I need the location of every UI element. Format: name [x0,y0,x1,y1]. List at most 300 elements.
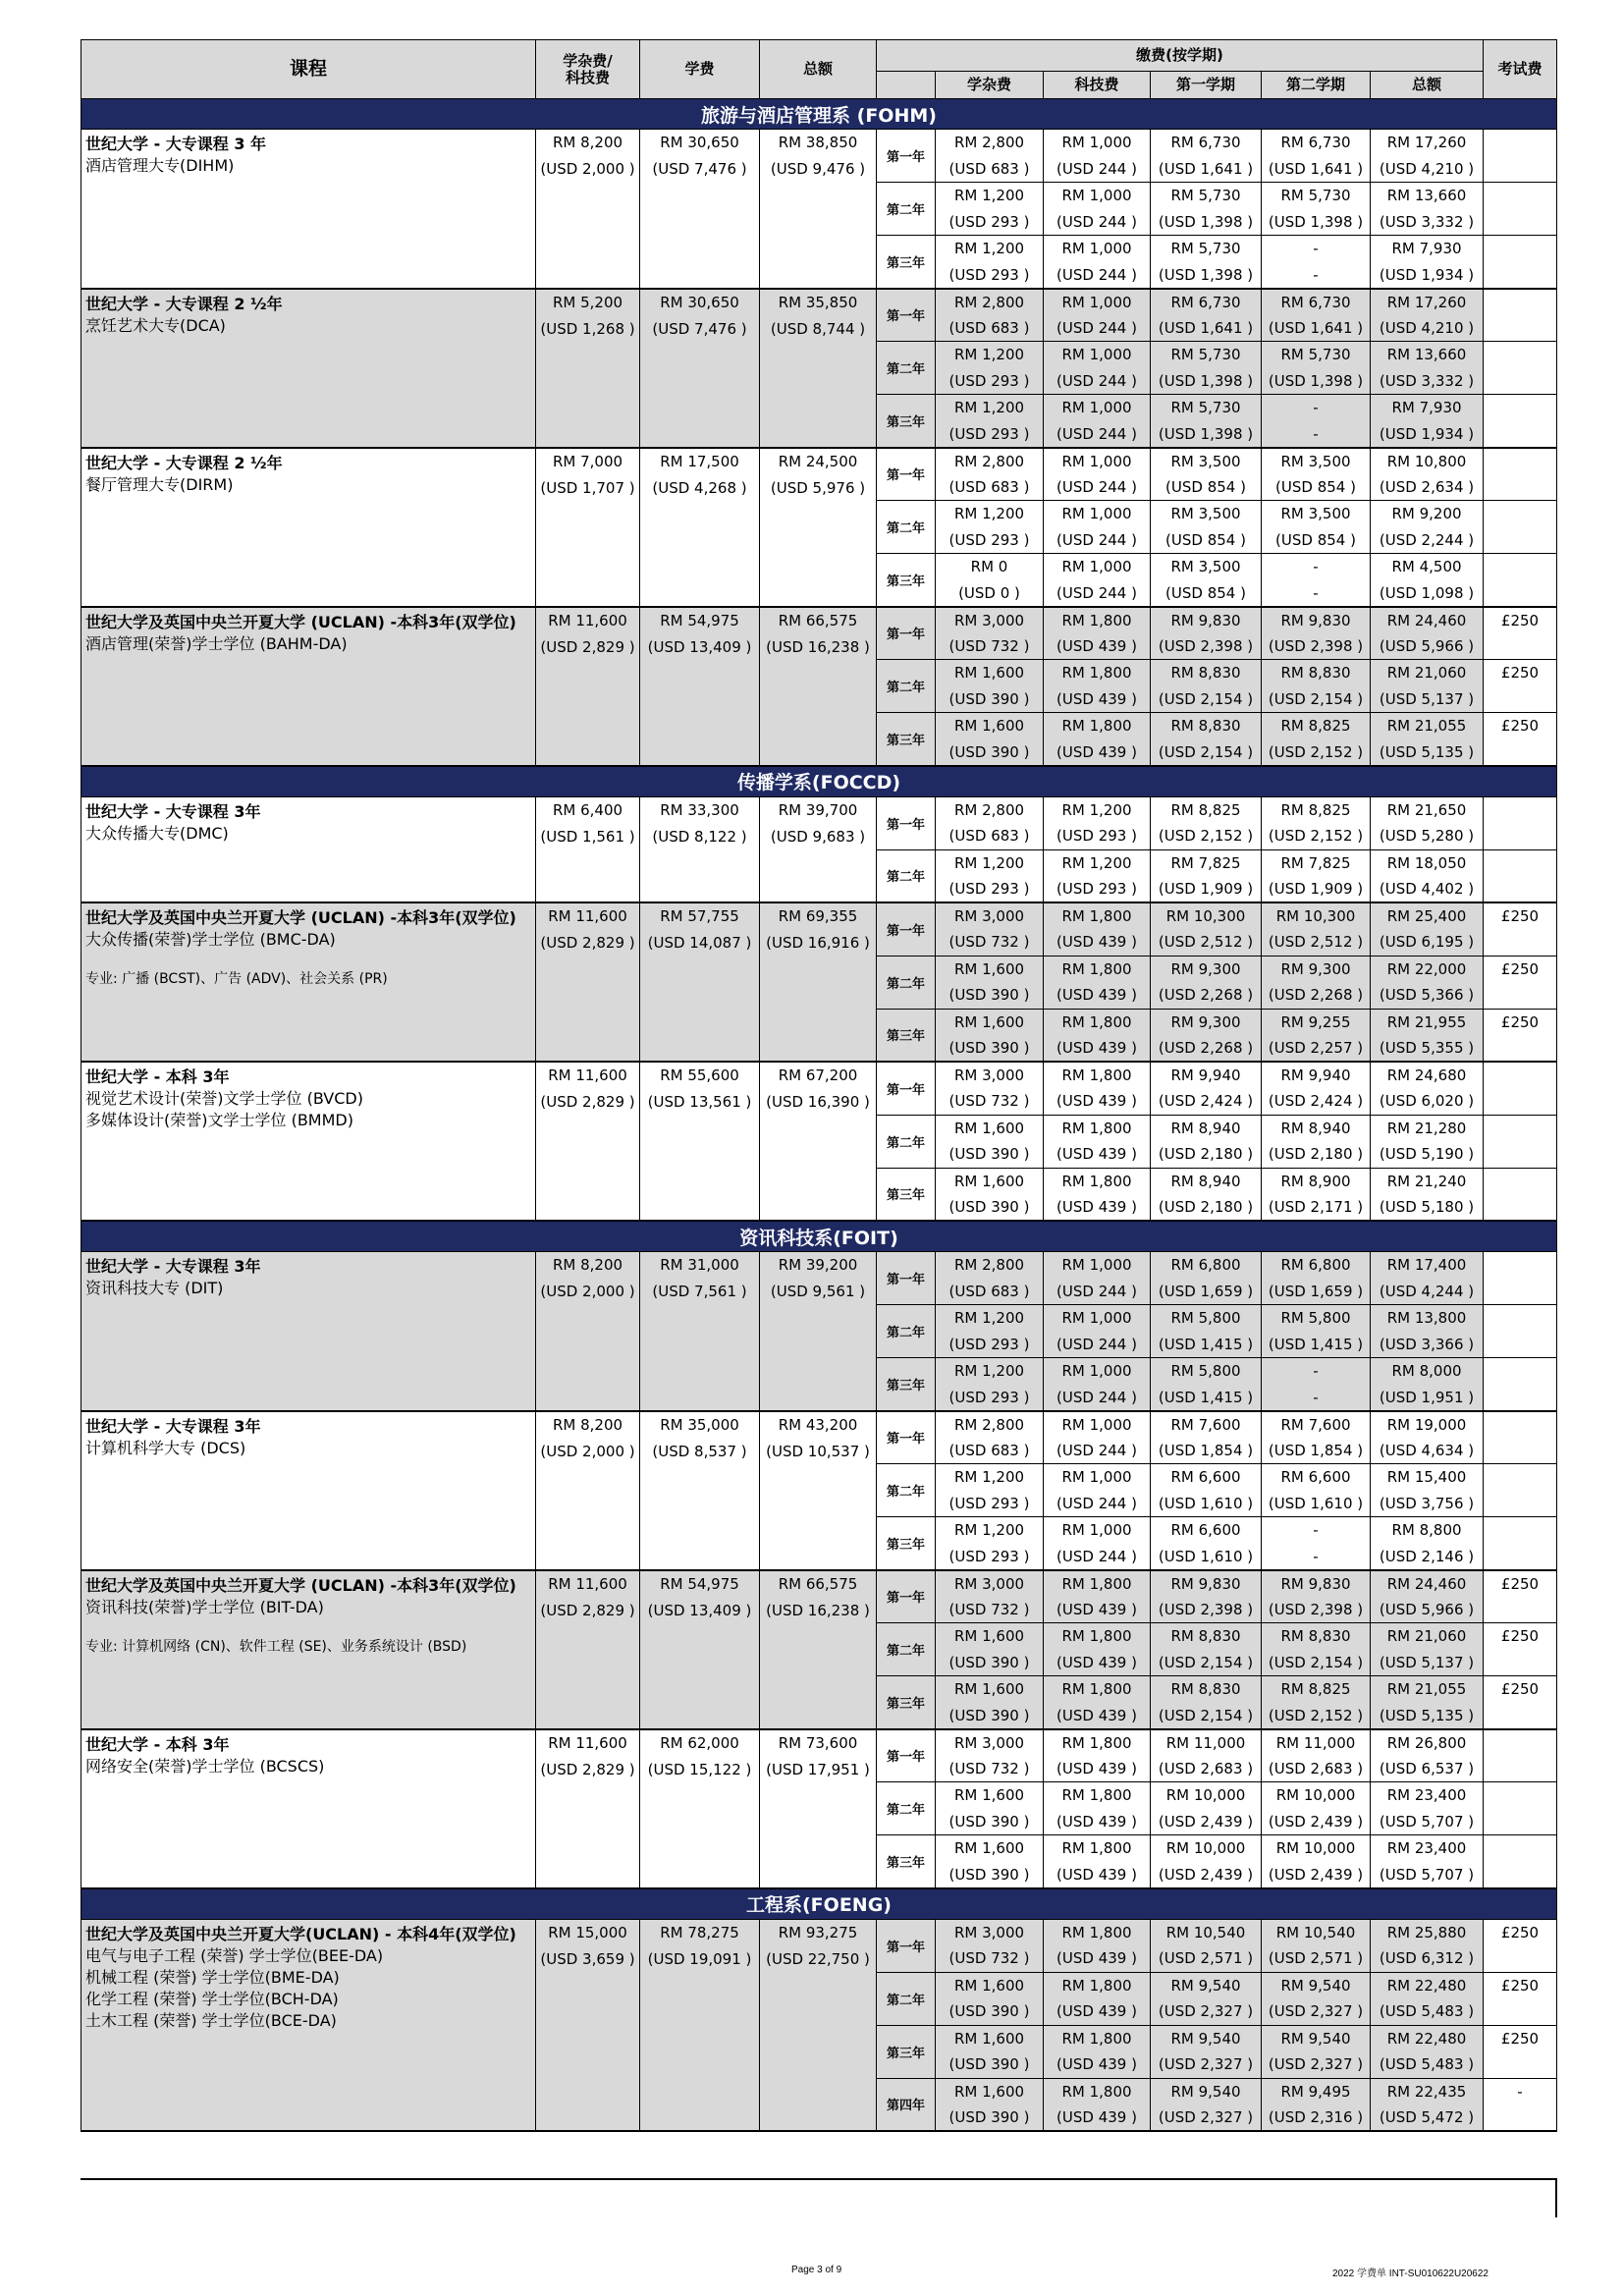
program-misc-fee [536,607,640,766]
program-total [760,289,877,448]
program-specialization: 专业: 计算机网络 (CN)、软件工程 (SE)、业务系统设计 (BSD) [85,1638,467,1655]
fee-usd-value: (USD 2,154 ) [1262,686,1371,713]
program-misc-fee-usd: (USD 2,829 ) [540,1601,635,1619]
fee-rm-value: RM 6,600 [1262,1464,1371,1491]
program-misc-fee-rm: RM 8,200 [552,1415,623,1434]
fee-usd-value: (USD 1,934 ) [1371,262,1484,289]
program-misc-fee-usd: (USD 2,000 ) [540,1442,635,1460]
year-label: 第三年 [877,1009,936,1062]
fee-usd-value: (USD 2,244 ) [1371,527,1484,554]
fee-usd-value: (USD 439 ) [1044,1703,1151,1729]
program-tuition [640,1919,760,2131]
program-misc-fee-usd: (USD 2,829 ) [540,1760,635,1778]
exam-fee: £250 [1484,956,1557,1009]
program-misc-fee [536,1252,640,1411]
fee-rm-value: RM 1,800 [1044,2025,1151,2051]
exam-fee: £250 [1484,1623,1557,1676]
fee-rm-value: RM 26,800 [1371,1729,1484,1756]
fee-usd-value: (USD 4,210 ) [1371,156,1484,183]
fee-rm-value: RM 3,000 [936,1919,1044,1945]
fee-usd-value: (USD 683 ) [936,474,1044,501]
fee-rm-value: RM 6,600 [1151,1464,1262,1491]
fee-rm-value: RM 7,930 [1371,395,1484,421]
program-misc-fee-rm: RM 8,200 [552,134,623,151]
fee-rm-value: RM 1,200 [1044,849,1151,876]
fee-rm-value: RM 9,540 [1151,2025,1262,2051]
fee-rm-value: RM 9,540 [1262,2025,1371,2051]
header-year-blank [877,72,936,99]
fee-rm-value: RM 6,730 [1151,289,1262,315]
program-misc-fee [536,1570,640,1729]
section-row [81,1221,1557,1252]
program-tuition-usd: (USD 13,409 ) [647,637,752,656]
fee-usd-value: (USD 2,512 ) [1262,929,1371,956]
fee-usd-value: (USD 5,472 ) [1371,2105,1484,2131]
fee-rm-value: RM 10,300 [1151,902,1262,929]
header-sub-sem2: 第二学期 [1262,72,1371,99]
fee-rm-value: RM 8,830 [1151,660,1262,686]
program-misc-fee [536,289,640,448]
year-label: 第一年 [877,1729,936,1782]
fee-rm-value: RM 5,730 [1151,395,1262,421]
fee-rm-value: RM 1,600 [936,956,1044,982]
fee-usd-value: (USD 244 ) [1044,421,1151,448]
fee-rm-value: RM 3,000 [936,902,1044,929]
fee-rm-value: RM 8,830 [1151,1676,1262,1703]
program-cell [81,902,536,1062]
fee-rm-value: RM 9,830 [1151,1570,1262,1597]
year-label: 第三年 [877,554,936,607]
fee-usd-value: (USD 5,190 ) [1371,1141,1484,1168]
fee-rm-value: RM 1,800 [1044,1623,1151,1650]
program-cell [81,1919,536,2131]
program-total-usd: (USD 5,976 ) [770,478,866,497]
fee-rm-value: - [1262,236,1371,262]
section-title: 工程系(FOENG) [81,1888,1557,1920]
fee-rm-value: RM 21,060 [1371,660,1484,686]
exam-fee: £250 [1484,1570,1557,1623]
fee-rm-value: RM 7,825 [1151,849,1262,876]
fee-usd-value: (USD 0 ) [936,580,1044,607]
fee-rm-value: RM 1,800 [1044,1062,1151,1088]
fee-rm-value: RM 2,800 [936,289,1044,315]
fee-usd-value: (USD 244 ) [1044,209,1151,236]
fee-usd-value: (USD 2,268 ) [1151,1035,1262,1062]
program-tuition [640,902,760,1062]
fee-rm-value: RM 3,000 [936,1570,1044,1597]
fee-rm-value: RM 1,200 [936,1305,1044,1332]
fee-rm-value: RM 1,200 [936,395,1044,421]
fee-rm-value: RM 1,600 [936,1168,1044,1194]
program-misc-fee [536,1919,640,2131]
fee-usd-value: (USD 390 ) [936,2051,1044,2078]
fee-rm-value: RM 1,000 [1044,1411,1151,1438]
year-label: 第三年 [877,395,936,448]
header-tuition: 学费 [640,40,760,99]
program-title: 世纪大学 - 大专课程 3 年 [85,135,267,153]
fee-rm-value: RM 7,930 [1371,236,1484,262]
fee-rm-value: RM 9,495 [1262,2078,1371,2105]
fee-usd-value: (USD 244 ) [1044,580,1151,607]
fee-usd-value: (USD 732 ) [936,1756,1044,1782]
fee-usd-value: (USD 2,327 ) [1151,1998,1262,2025]
fee-usd-value: (USD 5,355 ) [1371,1035,1484,1062]
fee-rm-value: RM 9,300 [1151,956,1262,982]
fee-rm-value: RM 22,480 [1371,2025,1484,2051]
fee-rm-value: RM 25,880 [1371,1919,1484,1945]
fee-usd-value: (USD 244 ) [1044,156,1151,183]
fee-rm-value: RM 8,825 [1151,796,1262,823]
fee-rm-value: RM 1,800 [1044,660,1151,686]
fee-rm-value: RM 1,600 [936,1009,1044,1035]
fee-usd-value: (USD 244 ) [1044,315,1151,342]
program-tuition-rm: RM 54,975 [660,1574,739,1593]
program-misc-fee-usd: (USD 2,000 ) [540,160,635,178]
fee-rm-value: RM 1,600 [936,1676,1044,1703]
program-misc-fee-usd: (USD 1,561 ) [540,827,635,846]
fee-rm-value: - [1262,554,1371,580]
program-tuition-rm: RM 35,000 [660,1415,739,1434]
fee-rm-value: RM 23,400 [1371,1835,1484,1862]
fee-usd-value: (USD 2,268 ) [1151,982,1262,1009]
program-tuition-usd: (USD 19,091 ) [647,1949,752,1968]
fee-rm-value: RM 1,800 [1044,902,1151,929]
exam-fee [1484,1729,1557,1782]
fee-rm-value: RM 2,800 [936,1411,1044,1438]
fee-rm-value: RM 9,540 [1262,1972,1371,1998]
program-cell [81,1570,536,1729]
fee-usd-value: - [1262,1544,1371,1570]
fee-usd-value: (USD 244 ) [1044,1491,1151,1517]
fee-rm-value: RM 6,730 [1262,130,1371,156]
fee-usd-value: (USD 2,154 ) [1262,1650,1371,1676]
program-total [760,1062,877,1221]
year-label: 第一年 [877,448,936,501]
fee-usd-value: (USD 2,171 ) [1262,1194,1371,1221]
fee-rm-value: RM 3,000 [936,1729,1044,1756]
fee-usd-value: (USD 293 ) [1044,876,1151,902]
exam-fee: £250 [1484,1009,1557,1062]
year-label: 第二年 [877,1623,936,1676]
fee-rm-value: RM 25,400 [1371,902,1484,929]
fee-rm-value: RM 1,600 [936,2025,1044,2051]
fee-rm-value: RM 5,730 [1262,342,1371,368]
fee-rm-value: RM 9,540 [1151,1972,1262,1998]
program-tuition-usd: (USD 4,268 ) [652,478,747,497]
fee-usd-value: (USD 732 ) [936,1088,1044,1115]
fee-rm-value: RM 3,500 [1151,448,1262,474]
exam-fee: - [1484,2078,1557,2131]
program-total [760,1570,877,1729]
program-cell [81,1062,536,1221]
fee-usd-value: (USD 5,366 ) [1371,982,1484,1009]
program-misc-fee-rm: RM 6,400 [552,800,623,819]
fee-usd-value: (USD 2,327 ) [1151,2051,1262,2078]
fee-usd-value: (USD 6,020 ) [1371,1088,1484,1115]
section-row [81,99,1557,130]
fee-usd-value: (USD 244 ) [1044,527,1151,554]
program-total-rm: RM 67,200 [778,1066,858,1084]
fee-rm-value: RM 10,000 [1262,1835,1371,1862]
fee-rm-value: RM 1,200 [936,342,1044,368]
fee-usd-value: (USD 4,634 ) [1371,1438,1484,1464]
fee-usd-value: (USD 2,439 ) [1262,1809,1371,1835]
exam-fee [1484,849,1557,902]
program-cell [81,1411,536,1570]
table-row [81,448,1557,474]
fee-usd-value: (USD 3,332 ) [1371,209,1484,236]
table-row [81,1570,1557,1597]
fee-rm-value: RM 13,660 [1371,342,1484,368]
table-row [81,1919,1557,1945]
fee-rm-value: RM 19,000 [1371,1411,1484,1438]
fee-usd-value: (USD 732 ) [936,929,1044,956]
fee-rm-value: RM 8,825 [1262,713,1371,739]
program-misc-fee [536,1729,640,1888]
year-label: 第三年 [877,2025,936,2078]
program-tuition [640,448,760,607]
fee-rm-value: RM 15,400 [1371,1464,1484,1491]
program-title: 世纪大学及英国中央兰开夏大学 (UCLAN) -本科3年(双学位) [85,908,516,927]
fee-usd-value: (USD 4,210 ) [1371,315,1484,342]
fee-usd-value: (USD 2,439 ) [1151,1809,1262,1835]
program-title: 世纪大学及英国中央兰开夏大学(UCLAN) - 本科4年(双学位) [85,1924,516,1943]
program-total-usd: (USD 9,476 ) [770,160,866,178]
program-tuition-usd: (USD 7,476 ) [652,319,747,338]
year-label: 第三年 [877,1358,936,1411]
exam-fee [1484,130,1557,183]
fee-usd-value: (USD 2,154 ) [1151,1703,1262,1729]
program-total-rm: RM 39,700 [778,800,858,819]
fee-usd-value: (USD 2,571 ) [1262,1945,1371,1972]
program-total-rm: RM 38,850 [778,134,858,151]
fee-rm-value: RM 8,830 [1262,1623,1371,1650]
program-cell [81,130,536,289]
program-tuition [640,607,760,766]
program-misc-fee-rm: RM 8,200 [552,1256,623,1274]
right-rule [1555,2178,1557,2217]
program-title: 世纪大学 - 大专课程 3年 [85,1416,261,1436]
exam-fee [1484,1411,1557,1464]
fee-usd-value: (USD 5,483 ) [1371,1998,1484,2025]
fee-usd-value: (USD 2,398 ) [1262,1597,1371,1623]
fee-usd-value: (USD 293 ) [936,262,1044,289]
program-specialization: 专业: 广播 (BCST)、广告 (ADV)、社会关系 (PR) [85,971,388,987]
fee-usd-value: (USD 5,966 ) [1371,633,1484,660]
fee-usd-value: (USD 1,610 ) [1151,1544,1262,1570]
program-misc-fee-rm: RM 15,000 [548,1923,627,1941]
fee-usd-value: (USD 5,707 ) [1371,1809,1484,1835]
fee-usd-value: (USD 4,244 ) [1371,1279,1484,1305]
fee-rm-value: RM 1,200 [936,1464,1044,1491]
fee-rm-value: RM 2,800 [936,1252,1044,1279]
header-sub-misc: 学杂费 [936,72,1044,99]
program-tuition-usd: (USD 15,122 ) [647,1760,752,1778]
fee-usd-value: (USD 683 ) [936,823,1044,849]
header-course: 课程 [81,40,536,99]
fee-usd-value: (USD 2,327 ) [1151,2105,1262,2131]
program-title: 世纪大学及英国中央兰开夏大学 (UCLAN) -本科3年(双学位) [85,612,516,631]
program-total-rm: RM 73,600 [778,1733,858,1752]
fee-rm-value: RM 11,000 [1151,1729,1262,1756]
program-title: 世纪大学及英国中央兰开夏大学 (UCLAN) -本科3年(双学位) [85,1575,516,1595]
fee-usd-value: (USD 6,312 ) [1371,1945,1484,1972]
fee-rm-value: RM 3,000 [936,607,1044,633]
fee-usd-value: (USD 683 ) [936,1438,1044,1464]
program-tuition-usd: (USD 8,537 ) [652,1442,747,1460]
year-label: 第四年 [877,2078,936,2131]
fee-usd-value: (USD 2,439 ) [1151,1862,1262,1888]
fee-rm-value: RM 1,200 [936,183,1044,209]
fee-usd-value: (USD 390 ) [936,1862,1044,1888]
fee-rm-value: RM 10,800 [1371,448,1484,474]
program-name: 酒店管理大专(DIHM) [85,156,235,175]
fee-rm-value: RM 3,500 [1151,554,1262,580]
fee-rm-value: RM 22,000 [1371,956,1484,982]
fee-usd-value: (USD 2,154 ) [1151,1650,1262,1676]
fee-rm-value: RM 10,000 [1151,1835,1262,1862]
program-total-rm: RM 43,200 [778,1415,858,1434]
fee-usd-value: (USD 2,152 ) [1151,823,1262,849]
exam-fee [1484,1252,1557,1305]
fee-rm-value: RM 21,650 [1371,796,1484,823]
fee-rm-value: RM 1,000 [1044,183,1151,209]
program-tuition-usd: (USD 13,561 ) [647,1093,752,1111]
exam-fee: £250 [1484,713,1557,766]
program-total-rm: RM 66,575 [778,611,858,629]
program-title: 世纪大学 - 大专课程 3年 [85,1257,261,1276]
fee-rm-value: RM 1,800 [1044,1115,1151,1141]
fee-usd-value: (USD 2,634 ) [1371,474,1484,501]
fee-rm-value: RM 1,800 [1044,956,1151,982]
fee-usd-value: (USD 4,402 ) [1371,876,1484,902]
program-name: 计算机科学大专 (DCS) [85,1438,246,1457]
year-label: 第二年 [877,501,936,554]
exam-fee [1484,1464,1557,1517]
fee-usd-value: (USD 2,180 ) [1151,1194,1262,1221]
fee-rm-value: RM 5,730 [1262,183,1371,209]
fee-usd-value: (USD 1,659 ) [1151,1279,1262,1305]
fee-usd-value: (USD 2,154 ) [1151,739,1262,766]
fee-usd-value: (USD 390 ) [936,686,1044,713]
fee-usd-value: (USD 1,641 ) [1262,156,1371,183]
fee-usd-value: (USD 244 ) [1044,1544,1151,1570]
fee-usd-value: (USD 854 ) [1151,580,1262,607]
fee-usd-value: (USD 439 ) [1044,1088,1151,1115]
year-label: 第一年 [877,130,936,183]
fee-rm-value: RM 5,800 [1151,1358,1262,1385]
exam-fee [1484,1517,1557,1570]
program-title: 世纪大学 - 本科 3年 [85,1067,230,1086]
fee-rm-value: RM 1,800 [1044,1972,1151,1998]
exam-fee [1484,448,1557,501]
fee-rm-value: RM 7,825 [1262,849,1371,876]
fee-rm-value: RM 8,940 [1262,1115,1371,1141]
program-cell [81,1252,536,1411]
fee-rm-value: RM 8,830 [1151,713,1262,739]
fee-rm-value: RM 17,260 [1371,289,1484,315]
year-label: 第二年 [877,183,936,236]
fee-usd-value: - [1262,1385,1371,1411]
program-name: 网络安全(荣誉)学士学位 (BCSCS) [85,1756,325,1776]
fee-usd-value: (USD 2,424 ) [1151,1088,1262,1115]
fee-rm-value: - [1262,395,1371,421]
fee-usd-value: (USD 2,152 ) [1262,739,1371,766]
fee-usd-value: (USD 439 ) [1044,929,1151,956]
fee-usd-value: (USD 390 ) [936,1035,1044,1062]
header-exam: 考试费 [1484,40,1557,99]
fee-usd-value: (USD 2,398 ) [1262,633,1371,660]
fee-rm-value: RM 1,600 [936,1972,1044,1998]
fee-rm-value: RM 8,825 [1262,796,1371,823]
program-total [760,1411,877,1570]
program-misc-fee-rm: RM 11,600 [548,1733,627,1752]
fee-usd-value: (USD 2,424 ) [1262,1088,1371,1115]
fee-usd-value: (USD 439 ) [1044,1597,1151,1623]
exam-fee [1484,1062,1557,1115]
fee-rm-value: RM 10,000 [1151,1782,1262,1809]
fee-rm-value: RM 1,000 [1044,130,1151,156]
program-name: 机械工程 (荣誉) 学士学位(BME-DA) [85,1967,340,1987]
fee-usd-value: (USD 854 ) [1151,474,1262,501]
fee-rm-value: - [1262,1517,1371,1544]
program-total-rm: RM 93,275 [778,1923,858,1941]
year-label: 第一年 [877,1411,936,1464]
fee-rm-value: RM 24,460 [1371,607,1484,633]
exam-fee [1484,342,1557,395]
fee-rm-value: RM 1,000 [1044,1252,1151,1279]
program-total-usd: (USD 16,916 ) [766,934,870,952]
fee-rm-value: RM 8,825 [1262,1676,1371,1703]
fee-usd-value: (USD 1,951 ) [1371,1385,1484,1411]
program-tuition-usd: (USD 14,087 ) [647,934,752,952]
fee-usd-value: (USD 5,280 ) [1371,823,1484,849]
fee-usd-value: (USD 1,398 ) [1151,421,1262,448]
year-label: 第二年 [877,1782,936,1835]
fee-rm-value: RM 22,435 [1371,2078,1484,2105]
fee-usd-value: (USD 390 ) [936,1998,1044,2025]
year-label: 第二年 [877,660,936,713]
fee-rm-value: RM 1,600 [936,713,1044,739]
fee-rm-value: RM 22,480 [1371,1972,1484,1998]
program-total-usd: (USD 8,744 ) [770,319,866,338]
fee-rm-value: RM 1,800 [1044,1729,1151,1756]
program-title: 世纪大学 - 大专课程 3年 [85,801,261,821]
program-tuition [640,796,760,902]
fee-rm-value: RM 1,000 [1044,395,1151,421]
fee-rm-value: RM 1,000 [1044,342,1151,368]
program-misc-fee [536,902,640,1062]
exam-fee [1484,1835,1557,1888]
fee-rm-value: RM 6,600 [1151,1517,1262,1544]
exam-fee [1484,236,1557,289]
program-misc-fee [536,1411,640,1570]
program-misc-fee-usd: (USD 1,268 ) [540,319,635,338]
fee-usd-value: (USD 439 ) [1044,2105,1151,2131]
fee-usd-value: (USD 5,483 ) [1371,2051,1484,2078]
program-cell [81,796,536,902]
fee-usd-value: (USD 244 ) [1044,262,1151,289]
fee-rm-value: RM 1,600 [936,1835,1044,1862]
program-total-rm: RM 24,500 [778,452,858,470]
fee-rm-value: RM 1,000 [1044,1517,1151,1544]
program-misc-fee [536,1062,640,1221]
program-tuition-usd: (USD 8,122 ) [652,827,747,846]
fee-rm-value: RM 1,200 [936,501,1044,527]
exam-fee: £250 [1484,1972,1557,2025]
program-name: 土木工程 (荣誉) 学士学位(BCE-DA) [85,2010,337,2030]
fee-rm-value: RM 9,300 [1262,956,1371,982]
